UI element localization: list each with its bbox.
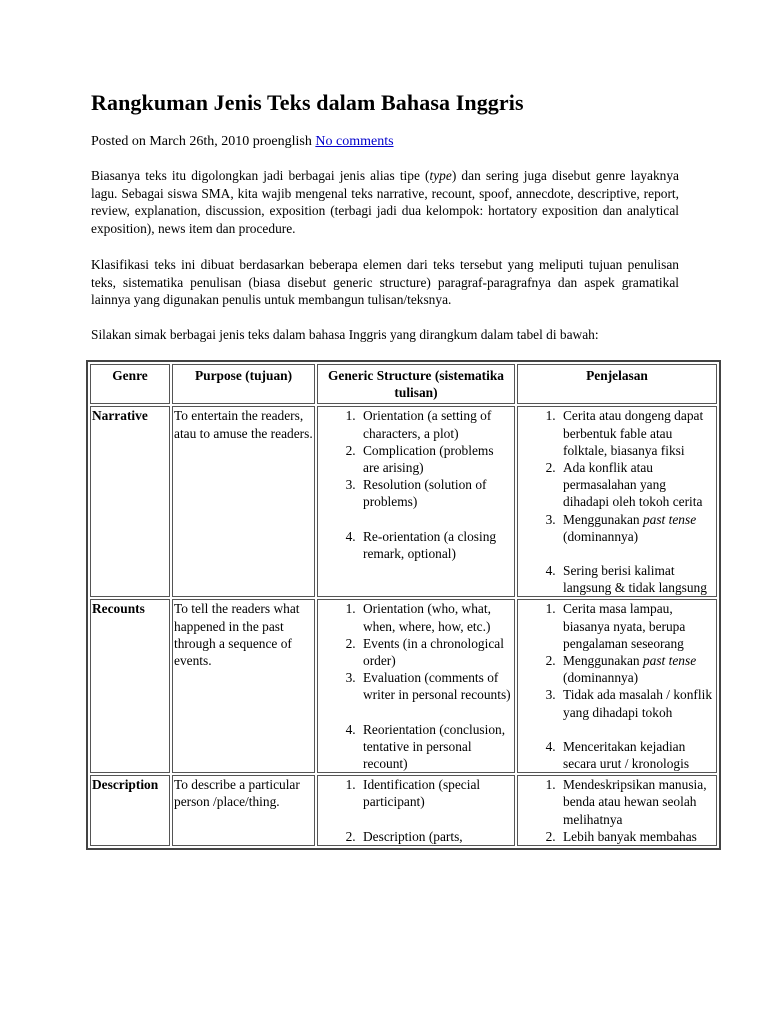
intro-paragraph	[91, 167, 679, 237]
list-item: 4. Sering berisi kalimat langsung & tidak langsung	[559, 562, 715, 596]
genre-cell: Description	[90, 775, 170, 846]
list-item: 3. Resolution (solution of problems)	[359, 476, 513, 510]
header-explanation: Penjelasan	[517, 364, 717, 404]
header-genre: Genre	[90, 364, 170, 404]
explanation-cell	[517, 775, 717, 846]
list-item: 1. Cerita masa lampau, biasanya nyata, berupa pengalaman seseorang	[559, 600, 715, 652]
list-item-text: (dominannya)	[563, 528, 639, 544]
explanation-list	[519, 407, 715, 596]
list-item: 4. Reorientation (conclusion, tentative in personal recount)	[359, 721, 513, 773]
explanation-list	[519, 776, 715, 845]
genre-cell: Recounts	[90, 599, 170, 773]
list-item	[559, 652, 715, 686]
list-item: 1. Orientation (who, what, when, where, how, etc.)	[359, 600, 513, 634]
table-intro-paragraph: Silakan simak berbagai jenis teks dalam bahasa Inggris yang dirangkum dalam tabel di bawah:	[91, 327, 599, 342]
post-meta	[91, 134, 394, 150]
list-item: 4. Re-orientation (a closing remark, optional)	[359, 528, 513, 562]
purpose-cell: To describe a particular person /place/thing.	[172, 775, 315, 846]
list-item-italic: past tense	[642, 653, 697, 669]
list-item: 3. Tidak ada masalah / konflik yang dihadapi tokoh	[559, 686, 715, 720]
list-item: 1. Identification (special participant)	[359, 776, 513, 810]
purpose-cell: To tell the readers what happened in the past through a sequence of events.	[172, 599, 315, 773]
list-item: 2. Complication (problems are arising)	[359, 442, 513, 476]
list-item: 2. Description (parts,	[359, 828, 513, 845]
list-item-text: Menggunakan	[563, 653, 643, 669]
genre-table	[86, 360, 721, 850]
list-item: 1. Cerita atau dongeng dapat berbentuk fable atau folktale, biasanya fiksi	[559, 407, 715, 459]
classification-paragraph: Klasifikasi teks ini dibuat berdasarkan beberapa elemen dari teks tersebut yang meliputi tujuan penulisan teks, sistematika penulisan (biasa disebut generic structure) paragraf-paragrafnya dan aspek gramatikal lainnya yang digunakan penulis untuk membangun tulisan/teksnya.	[91, 257, 679, 308]
structure-list	[319, 600, 513, 772]
genre-cell: Narrative	[90, 406, 170, 597]
posted-info: Posted on March 26th, 2010 proenglish	[91, 134, 312, 149]
list-item: 2. Ada konflik atau permasalahan yang dihadapi oleh tokoh cerita	[559, 459, 715, 511]
page-title: Rangkuman Jenis Teks dalam Bahasa Inggris	[91, 90, 524, 115]
header-structure: Generic Structure (sistematika tulisan)	[317, 364, 515, 404]
intro-text-2: ) dan sering juga disebut genre layaknya lagu. Sebagai siswa SMA, kita wajib mengenal teks narrative, recount, spoof, annecdote, descriptive, report, review, explanation, discussion, exposition (terbagi jadi dua kelompok: hortatory exposition dan analytical exposition), news item dan procedure.	[91, 168, 679, 236]
list-item: 1. Mendeskripsikan manusia, benda atau hewan seolah melihatnya	[559, 776, 715, 828]
purpose-cell: To entertain the readers, atau to amuse the readers.	[172, 406, 315, 597]
header-purpose: Purpose (tujuan)	[172, 364, 315, 404]
structure-cell	[317, 406, 515, 597]
list-item-text: (dominannya)	[563, 670, 639, 686]
list-item	[559, 511, 715, 545]
explanation-cell	[517, 406, 717, 597]
structure-list	[319, 407, 513, 562]
structure-cell	[317, 599, 515, 773]
explanation-cell	[517, 599, 717, 773]
list-item-italic: past tense	[642, 511, 697, 527]
list-item: 2. Lebih banyak membahas	[559, 828, 715, 845]
table-row	[90, 406, 717, 597]
structure-cell	[317, 775, 515, 846]
list-item: 1. Orientation (a setting of characters, a plot)	[359, 407, 513, 441]
table-row	[90, 599, 717, 773]
table-header-row	[90, 364, 717, 404]
intro-italic-term: type	[429, 168, 452, 183]
list-item: 4. Menceritakan kejadian secara urut / kronologis	[559, 738, 715, 772]
table-row	[90, 775, 717, 846]
structure-list	[319, 776, 513, 845]
comments-link[interactable]: No comments	[315, 134, 394, 149]
list-item: 3. Evaluation (comments of writer in personal recounts)	[359, 669, 513, 703]
explanation-list	[519, 600, 715, 772]
list-item-text: Menggunakan	[563, 511, 643, 527]
list-item: 2. Events (in a chronological order)	[359, 635, 513, 669]
intro-text-1: Biasanya teks itu digolongkan jadi berbagai jenis alias tipe (	[91, 168, 430, 183]
